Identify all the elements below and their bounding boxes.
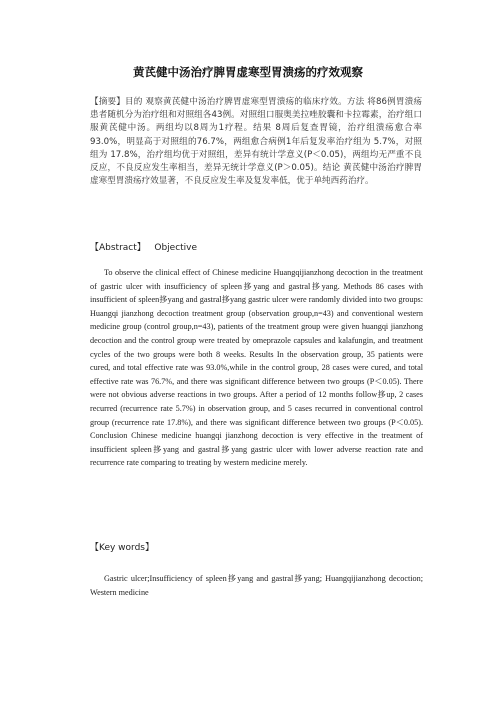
chinese-abstract-text: 目的 观察黄芪健中汤治疗脾胃虚寒型胃溃疡的临床疗效。方法 将86例胃溃疡患者随机分为治疗组和对照组各43例。对照组口服奥美拉唑胶囊和卡拉霉素，治疗组口服黄芪健中汤。两组均以8周为1疗程。结果 8周后复查胃镜，治疗组溃疡愈合率93.0%，明显高于对照组的76.7%，两组愈合病例1年后复发率治疗组为 5.7%，对照组为 17.8%，治疗组均优于对照组，差异有统计学意义(P＜0.05)，两组均无严重不良反应，不良反应发生率相当，差异无统计学意义(P＞0.05)。结论 黄芪健中汤治疗脾胃虚寒型胃溃疡疗效显著，不良反应发生率及复发率低，优于单纯西药治疗。 (90, 97, 422, 187)
objective-label: Objective (154, 243, 198, 253)
english-abstract-heading: 【Abstract】 (90, 243, 146, 253)
english-abstract-heading-line (90, 240, 197, 253)
english-abstract-body (90, 266, 423, 470)
keywords-block (90, 572, 423, 599)
english-abstract-paragraph: To observe the clinical effect of Chinese medicine Huangqijianzhong decoction in the treatment of gastric ulcer with insufficiency of spleen拸yang and gastral拸yang. Methods 86 cases with insufficient of spleen拸yang and gastral拸yang gastric ulcer were randomly divided into two groups: Huangqi jianzhong decoction treatment group (observation group,n=43) and conventional western medicine group (control group,n=43), patients of the treatment group were given huangqi jianzhong decoction and the control group were treated by omeprazole capsules and kalafungin, and treatment cycles of the two groups were both 8 weeks. Results In the observation group, 35 patients were cured, and total effective rate was 93.0%,while in the control group, 28 cases were cured, and total effective rate was 76.7%, and there was significant difference between two groups (P＜0.05). There were not obvious adverse reactions in two groups. After a period of 12 months follow拸up, 2 cases recurred (recurrence rate 5.7%) in observation group, and 5 cases recurred in conventional control group (recurrence rate 17.8%), and there was significant difference between two groups (P＜0.05). Conclusion Chinese medicine huangqi jianzhong decoction is very effective in the treatment of insufficient spleen拸yang and gastral拸yang gastric ulcer with lower adverse reaction rate and recurrence rate comparing to treating by western medicine merely. (90, 268, 423, 468)
keywords-text: Gastric ulcer;Insufficiency of spleen拸yang and gastral拸yang; Huangqijianzhong decoction; Western medicine (90, 574, 423, 597)
chinese-abstract (90, 96, 422, 188)
chinese-abstract-label: 【摘要】 (90, 97, 126, 107)
keywords-heading: 【Key words】 (90, 543, 154, 553)
paper-title: 黄芪健中汤治疗脾胃虚寒型胃溃疡的疗效观察 (133, 65, 363, 79)
